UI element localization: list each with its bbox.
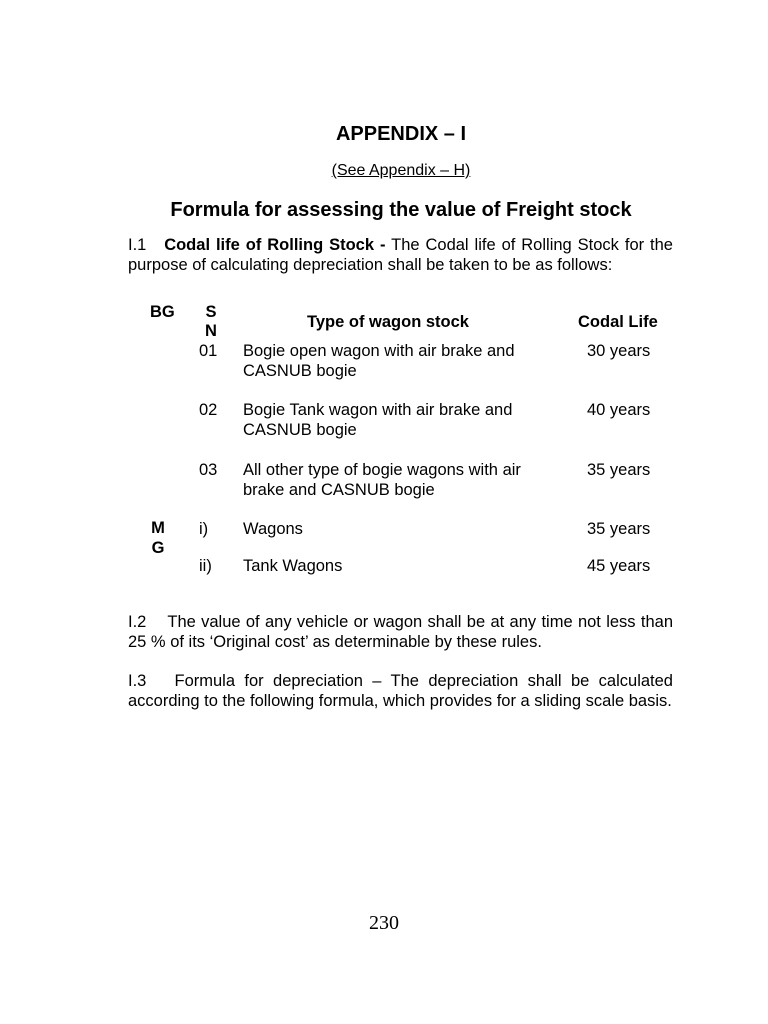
column-header-sn-2: N bbox=[205, 322, 217, 340]
paragraph-bold-lead: Codal life of Rolling Stock - bbox=[164, 236, 386, 254]
page-title: APPENDIX – I bbox=[335, 123, 467, 145]
table-row-life: 30 years bbox=[587, 342, 651, 360]
paragraph-i2 bbox=[128, 612, 673, 652]
column-header-sn-1: S bbox=[205, 303, 217, 321]
paragraph-text: The value of any vehicle or wagon shall be at any time not less than 25 % of its ‘Original cost’ as determinable by these rules. bbox=[128, 613, 673, 651]
column-header-gauge: BG bbox=[150, 303, 175, 321]
paragraph-number: I.2 bbox=[128, 613, 147, 631]
column-header-type: Type of wagon stock bbox=[307, 313, 469, 331]
page-number: 230 bbox=[369, 912, 399, 934]
paragraph-number: I.1 bbox=[128, 236, 147, 254]
gauge-label-mg-1: M bbox=[151, 519, 165, 537]
paragraph-text: The Codal life of Rolling Stock for the purpose of calculating depreciation shall be taken to be as follows: bbox=[128, 236, 673, 274]
table-row-type: CASNUB bogie bbox=[243, 362, 357, 380]
paragraph-number: I.3 bbox=[128, 672, 147, 690]
table-row-sn: 03 bbox=[199, 461, 218, 479]
paragraph-text: Formula for depreciation – The depreciation shall be calculated according to the following formula, which provides for a sliding scale basis. bbox=[128, 672, 673, 710]
section-heading: Formula for assessing the value of Freight stock bbox=[170, 199, 632, 221]
table-row-sn: ii) bbox=[199, 557, 212, 575]
paragraph-i1 bbox=[128, 235, 673, 275]
table-row-sn: i) bbox=[199, 520, 209, 538]
gauge-label-mg-2: G bbox=[151, 539, 165, 557]
table-row-type: Wagons bbox=[243, 520, 303, 538]
table-row-sn: 01 bbox=[199, 342, 218, 360]
table-row-type: Bogie open wagon with air brake and bbox=[243, 342, 515, 360]
table-row-life: 40 years bbox=[587, 401, 651, 419]
table-row-life: 35 years bbox=[587, 461, 651, 479]
table-row-type: brake and CASNUB bogie bbox=[243, 481, 435, 499]
column-header-codal-life: Codal Life bbox=[578, 313, 658, 331]
table-row-type: CASNUB bogie bbox=[243, 421, 357, 439]
table-row-life: 35 years bbox=[587, 520, 651, 538]
appendix-reference: (See Appendix – H) bbox=[331, 162, 471, 179]
table-row-life: 45 years bbox=[587, 557, 651, 575]
table-row-type: Bogie Tank wagon with air brake and bbox=[243, 401, 513, 419]
table-row-type: Tank Wagons bbox=[243, 557, 343, 575]
paragraph-i3 bbox=[128, 671, 673, 711]
table-row-type: All other type of bogie wagons with air bbox=[243, 461, 521, 479]
table-row-sn: 02 bbox=[199, 401, 218, 419]
